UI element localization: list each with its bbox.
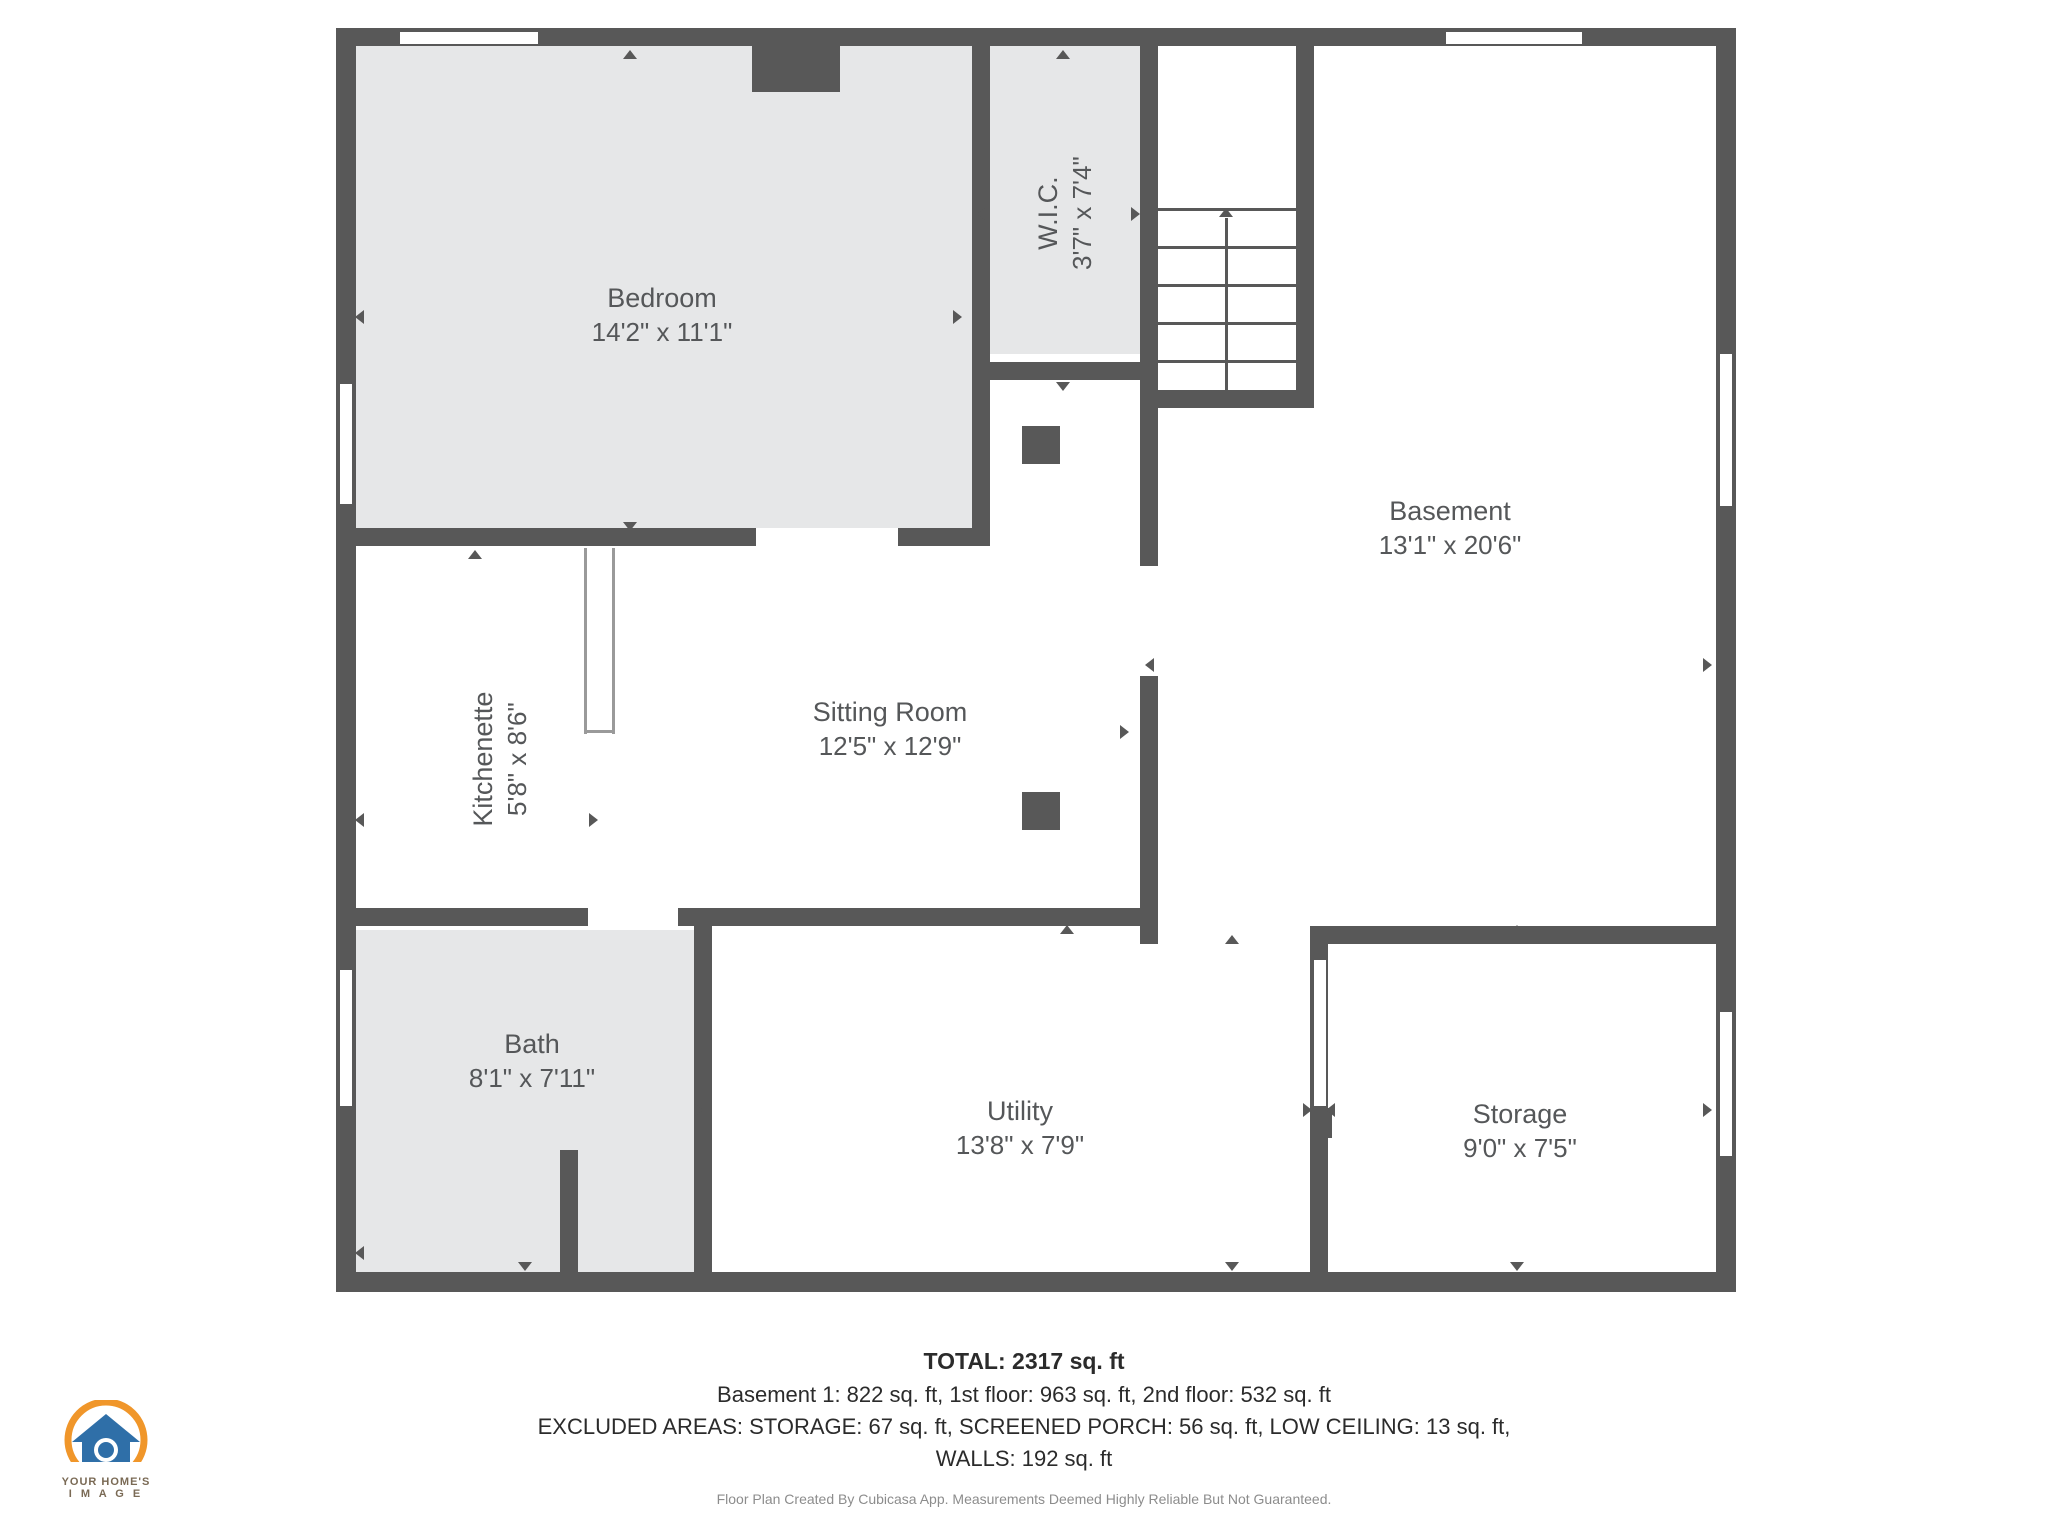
- column-sitting-upper: [1022, 426, 1060, 464]
- room-label-bedroom: [502, 282, 822, 348]
- direction-arrow: [1145, 658, 1154, 672]
- direction-arrow: [1225, 1262, 1239, 1271]
- wall-stair-right: [1296, 28, 1314, 408]
- direction-arrow: [1056, 382, 1070, 391]
- direction-arrow: [953, 310, 962, 324]
- room-dimensions: 9'0" x 7'5": [1463, 1132, 1577, 1163]
- window-storage-right: [1718, 1010, 1734, 1158]
- direction-arrow: [623, 522, 637, 531]
- total-area: TOTAL: 2317 sq. ft: [923, 1348, 1125, 1374]
- app-credit: Floor Plan Created By Cubicasa App. Measurements Deemed Highly Reliable But Not Guaranteed.: [716, 1490, 1332, 1507]
- summary-footer: [0, 1348, 2048, 1507]
- window-bedroom-left: [338, 382, 354, 506]
- opening-sitting-to-basement: [1140, 566, 1160, 638]
- bath-fill: [352, 930, 712, 1290]
- wall-kitchenette-bottom: [336, 908, 588, 926]
- opening-bath-corridor: [588, 908, 678, 928]
- logo-line-1: YOUR HOME'S: [61, 1476, 151, 1488]
- room-dimensions: 13'1" x 20'6": [1378, 529, 1522, 560]
- room-name: Bedroom: [607, 283, 717, 313]
- room-label-basement: [1290, 495, 1610, 561]
- window-basement-right-upper: [1718, 352, 1734, 508]
- logo-line-2: I M A G E: [68, 1488, 144, 1500]
- floor-breakdown: Basement 1: 822 sq. ft, 1st floor: 963 sq. ft, 2nd floor: 532 sq. ft: [717, 1382, 1331, 1407]
- wall-bedroom-right: [972, 28, 990, 544]
- room-label-kitchenette: [467, 599, 533, 919]
- direction-arrow: [518, 1262, 532, 1271]
- direction-arrow: [977, 207, 986, 221]
- room-label-utility: [860, 1095, 1180, 1161]
- room-dimensions: 12'5" x 12'9": [818, 730, 962, 761]
- room-label-storage: [1360, 1098, 1680, 1164]
- direction-arrow: [623, 50, 637, 59]
- direction-arrow: [468, 550, 482, 559]
- direction-arrow: [1510, 1262, 1524, 1271]
- direction-arrow: [355, 310, 364, 324]
- direction-arrow: [1703, 658, 1712, 672]
- opening-bedroom-to-sitting: [756, 528, 898, 548]
- wall-sitting-right-lower: [1140, 676, 1158, 944]
- wall-utility-top: [694, 908, 1158, 926]
- room-label-wic: [1032, 53, 1098, 373]
- stair-direction-arrow: [1219, 208, 1233, 217]
- direction-arrow: [355, 1246, 364, 1260]
- column-bedroom-top: [752, 44, 840, 92]
- door-threshold-kitchenette: [584, 730, 612, 733]
- room-name: W.I.C.: [1032, 176, 1063, 250]
- wall-bath-right: [694, 908, 712, 1292]
- door-swing-kitchenette: [584, 548, 615, 734]
- room-label-sitting-room: [730, 696, 1050, 762]
- room-name: Utility: [987, 1096, 1053, 1126]
- direction-arrow: [1303, 1103, 1312, 1117]
- excluded-areas-line-1: EXCLUDED AREAS: STORAGE: 67 sq. ft, SCREENED PORCH: 56 sq. ft, LOW CEILING: 13 sq. ft,: [537, 1413, 1511, 1439]
- room-dimensions: 14'2" x 11'1": [591, 316, 733, 347]
- direction-arrow: [1703, 1103, 1712, 1117]
- direction-arrow: [1131, 207, 1140, 221]
- brand-logo: [46, 1400, 166, 1510]
- room-name: Bath: [504, 1029, 560, 1059]
- direction-arrow: [1510, 925, 1524, 934]
- room-dimensions: 8'1" x 7'11": [468, 1062, 596, 1093]
- room-dimensions: 5'8" x 8'6": [501, 702, 532, 816]
- room-dimensions: 13'8" x 7'9": [955, 1129, 1085, 1160]
- direction-arrow: [694, 1103, 703, 1117]
- wall-stair-left: [1140, 28, 1158, 408]
- room-dimensions: 3'7" x 7'4": [1066, 156, 1097, 270]
- wall-bath-stub-inner: [560, 1150, 578, 1292]
- room-name: Basement: [1389, 496, 1511, 526]
- direction-arrow: [355, 813, 364, 827]
- door-leaf-kitchenette: [584, 548, 587, 734]
- exterior-wall-bottom: [336, 1272, 1736, 1292]
- room-name: Kitchenette: [467, 691, 498, 827]
- excluded-areas-line-2: WALLS: 192 sq. ft: [935, 1445, 1113, 1471]
- stair-direction-line: [1225, 218, 1228, 400]
- direction-arrow: [1060, 925, 1074, 934]
- wall-bedroom-bottom-right: [898, 528, 990, 546]
- wall-bedroom-bottom: [336, 528, 756, 546]
- house-camera-icon: [60, 1400, 152, 1476]
- room-name: Sitting Room: [812, 697, 968, 727]
- room-name: Storage: [1472, 1099, 1568, 1129]
- direction-arrow: [1225, 935, 1239, 944]
- room-label-bath: [372, 1028, 692, 1094]
- direction-arrow: [589, 813, 598, 827]
- window-basement-top: [1444, 30, 1584, 46]
- window-bath-left: [338, 968, 354, 1108]
- direction-arrow: [1326, 1103, 1335, 1117]
- window-bedroom-top: [398, 30, 540, 46]
- direction-arrow: [1120, 725, 1129, 739]
- column-sitting-lower: [1022, 792, 1060, 830]
- window-storage-left-door: [1312, 958, 1328, 1108]
